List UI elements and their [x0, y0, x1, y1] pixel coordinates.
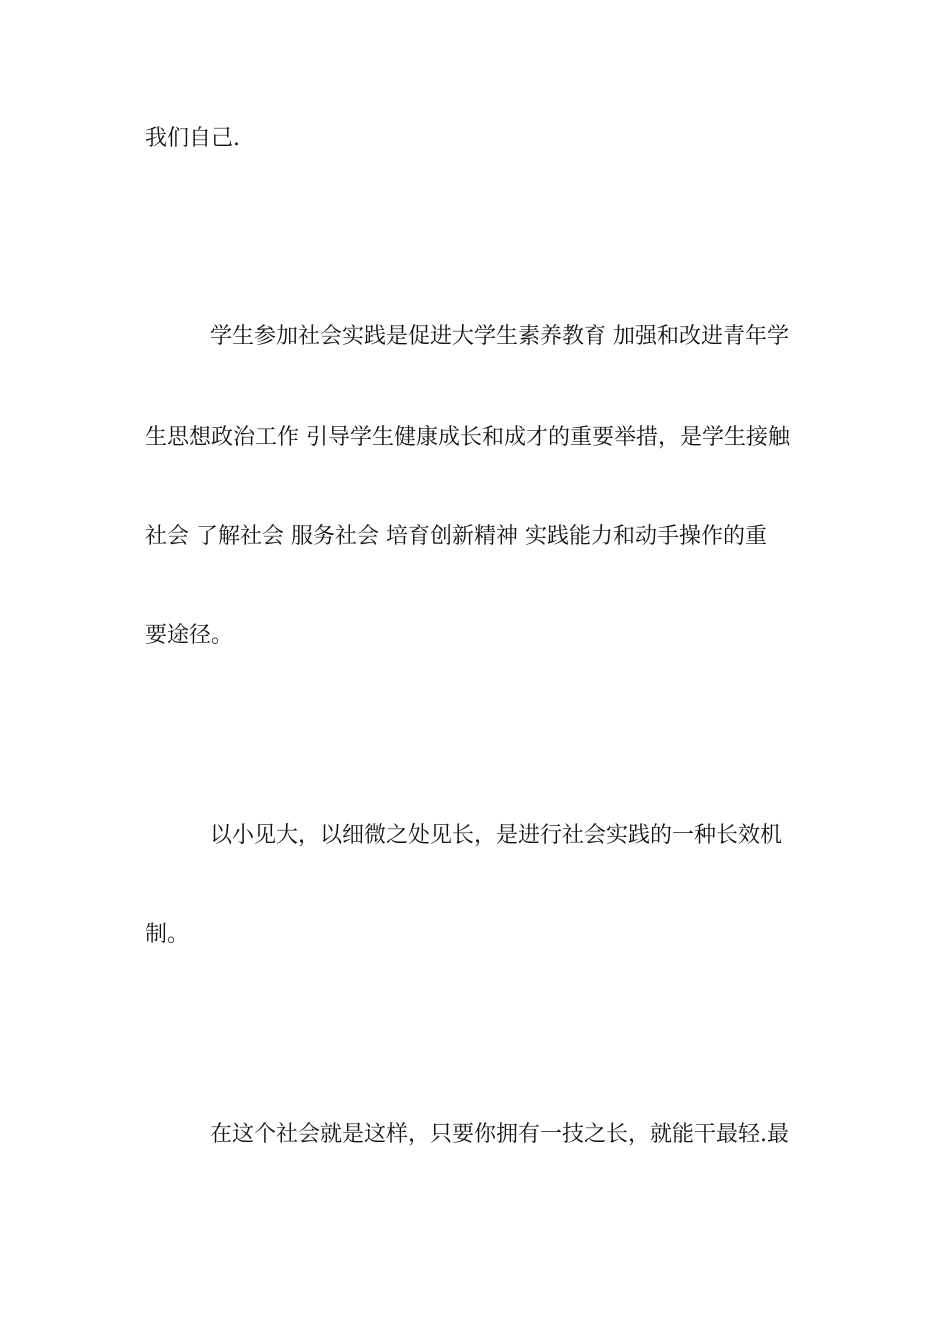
- paragraph-first-line: 在这个社会就是这样，只要你拥有一技之长，就能干最轻.最: [210, 1122, 789, 1147]
- paragraph-first-line: 以小见大，以细微之处见长，是进行社会实践的一种长效机: [210, 823, 783, 848]
- text-line: 社会 了解社会 服务社会 培育创新精神 实践能力和动手操作的重: [145, 524, 767, 549]
- text-line: 生思想政治工作 引导学生健康成长和成才的重要举措，是学生接触: [145, 425, 790, 450]
- text-line: 要途径。: [145, 623, 234, 648]
- text-line: 制。: [145, 922, 190, 947]
- text-line: 我们自己.: [145, 126, 240, 151]
- paragraph-first-line: 学生参加社会实践是促进大学生素养教育 加强和改进青年学: [210, 324, 789, 349]
